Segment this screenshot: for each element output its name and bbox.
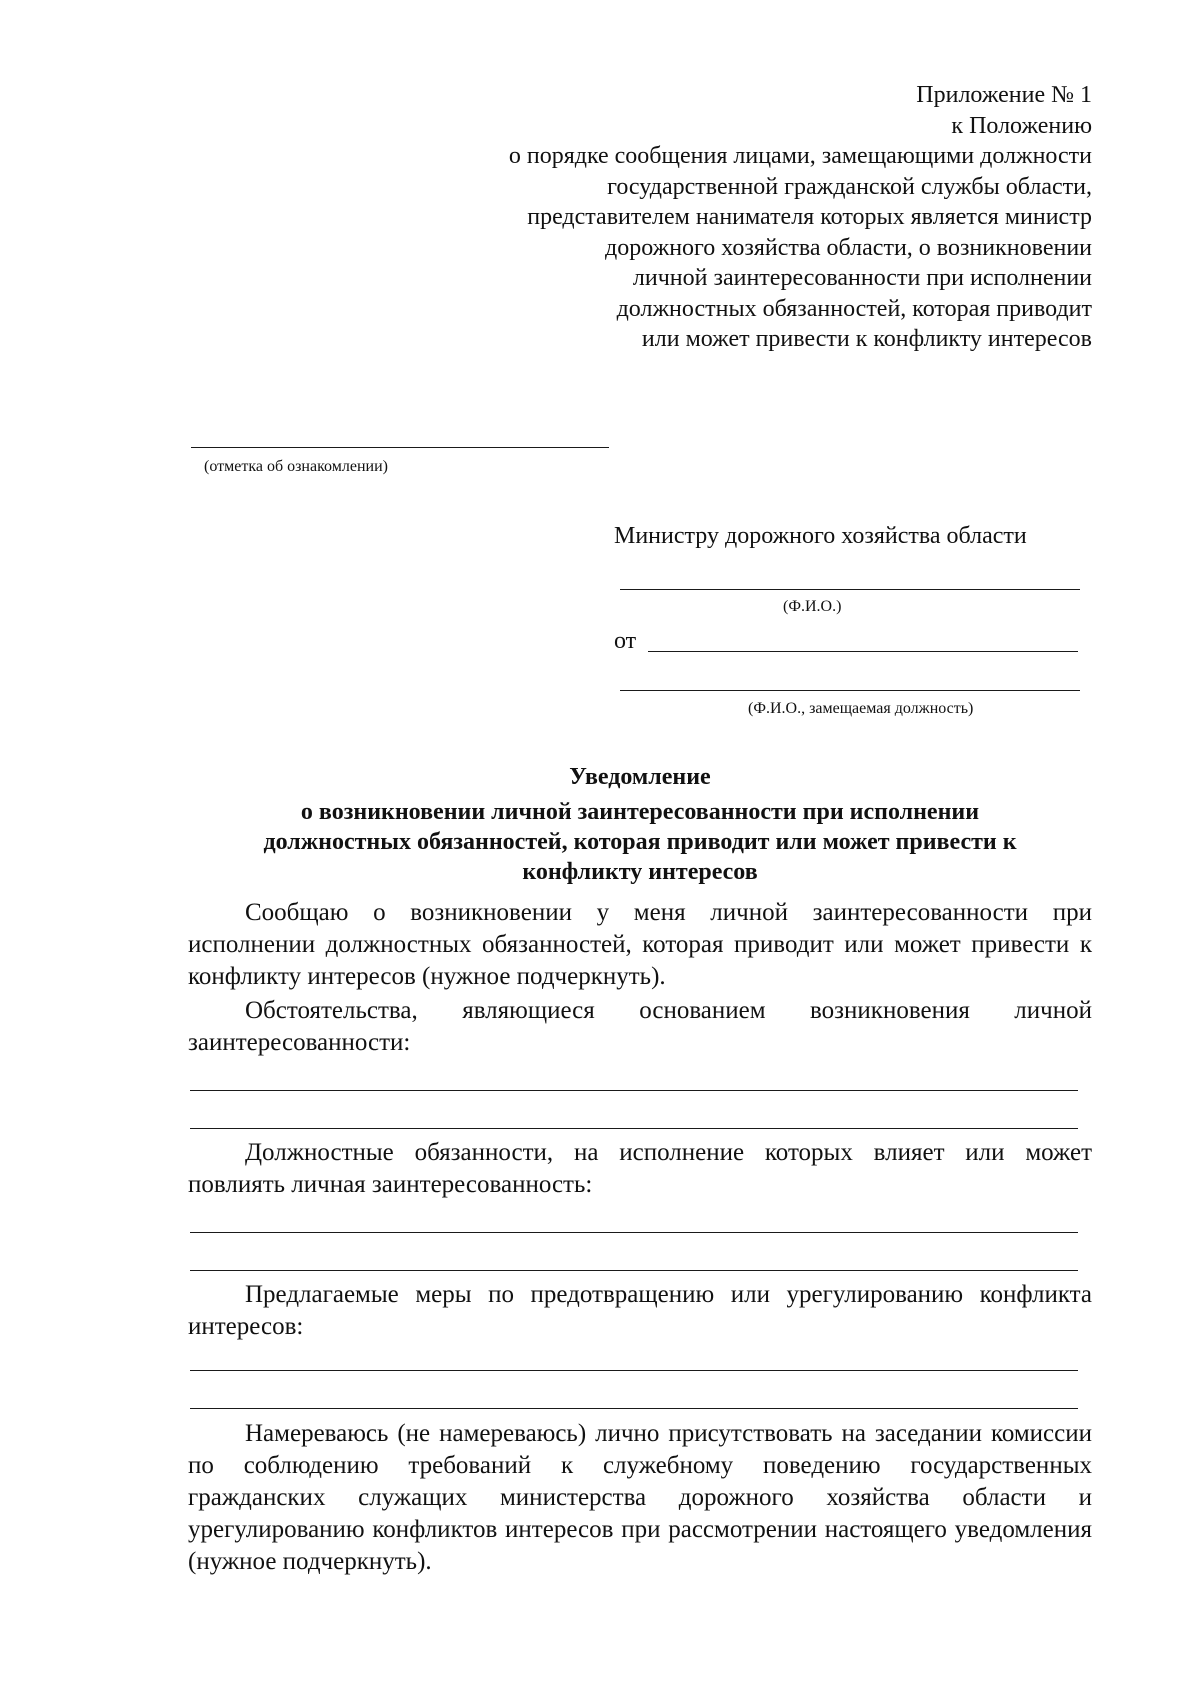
circumstances-line-1[interactable] bbox=[190, 1090, 1078, 1091]
measures-line-1[interactable] bbox=[190, 1370, 1078, 1371]
header-line: Приложение № 1 bbox=[916, 82, 1092, 108]
paragraph-circumstances: Обстоятельства, являющиеся основанием возникновения личной заинтересованности: bbox=[188, 997, 1092, 1056]
header-line: о порядке сообщения лицами, замещающими должности bbox=[508, 143, 1092, 169]
header-line: личной заинтересованности при исполнении bbox=[632, 265, 1092, 291]
duties-line-1[interactable] bbox=[190, 1232, 1078, 1233]
paragraph-report: Сообщаю о возникновении у меня личной заинтересованности при исполнении должностных обязанностей, которая приводит или может привести к конфликту интересов (нужное подчеркнуть). bbox=[188, 899, 1092, 990]
paragraph-attendance: Намереваюсь (не намереваюсь) лично присутствовать на заседании комиссии по соблюдению требований к служебному поведению государственных гражданских служащих министерства дорожного хозяйства области и урегулированию конфликтов интересов при рассмотрении настоящего уведомления (нужное подчеркнуть). bbox=[188, 1420, 1092, 1575]
appendix-header bbox=[380, 80, 1092, 355]
fio-line[interactable] bbox=[620, 589, 1080, 590]
title-subline: должностных обязанностей, которая приводит или может привести к bbox=[263, 829, 1017, 855]
addressee: Министру дорожного хозяйства области bbox=[614, 523, 1027, 549]
fio-label: (Ф.И.О.) bbox=[783, 598, 842, 615]
paragraph-measures: Предлагаемые меры по предотвращению или урегулированию конфликта интересов: bbox=[188, 1281, 1092, 1340]
header-line: государственной гражданской службы области, bbox=[607, 173, 1092, 200]
header-line: или может привести к конфликту интересов bbox=[641, 326, 1092, 352]
header-line: дорожного хозяйства области, о возникновении bbox=[605, 234, 1092, 261]
acknowledgement-note: (отметка об ознакомлении) bbox=[204, 458, 388, 475]
position-line[interactable] bbox=[620, 690, 1080, 691]
notice-title bbox=[150, 762, 1130, 887]
fio-position-label: (Ф.И.О., замещаемая должность) bbox=[748, 700, 974, 717]
header-line: представителем нанимателя которых является министр bbox=[527, 204, 1092, 230]
from-label: от bbox=[614, 628, 637, 654]
header-line: должностных обязанностей, которая приводит bbox=[616, 295, 1092, 322]
measures-line-2[interactable] bbox=[190, 1408, 1078, 1409]
title-main: Уведомление bbox=[569, 764, 711, 790]
from-line[interactable] bbox=[648, 651, 1078, 652]
circumstances-line-2[interactable] bbox=[190, 1128, 1078, 1129]
title-subline: о возникновении личной заинтересованности при исполнении bbox=[300, 799, 980, 825]
header-line: к Положению bbox=[951, 112, 1092, 139]
paragraph-duties: Должностные обязанности, на исполнение которых влияет или может повлиять личная заинтересованность: bbox=[188, 1139, 1092, 1198]
duties-line-2[interactable] bbox=[190, 1270, 1078, 1271]
acknowledgement-line[interactable] bbox=[191, 447, 609, 448]
title-subline: конфликту интересов bbox=[522, 859, 758, 885]
